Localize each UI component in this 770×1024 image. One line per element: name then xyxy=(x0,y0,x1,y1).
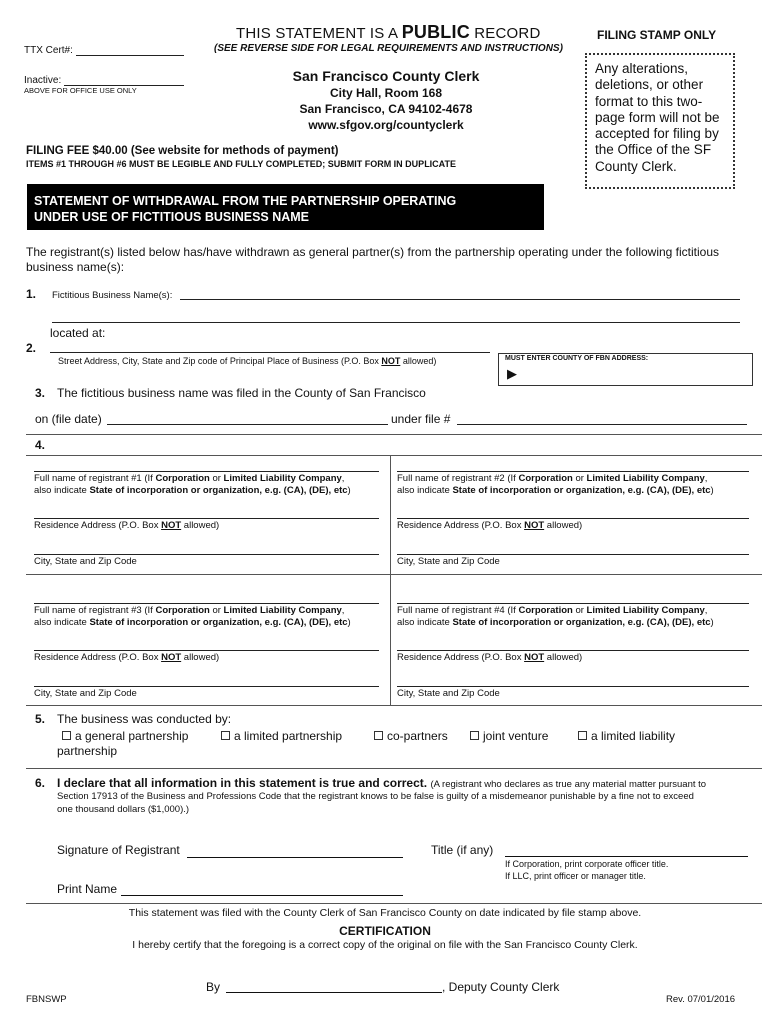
checkbox-icon[interactable] xyxy=(470,731,479,740)
banner-line-2: UNDER USE OF FICTITIOUS BUSINESS NAME xyxy=(34,210,310,224)
ttx-cert-field[interactable] xyxy=(76,42,184,56)
page-title: THIS STATEMENT IS A PUBLIC RECORD xyxy=(236,22,541,42)
public-word: PUBLIC xyxy=(401,22,470,42)
business-address-label: Street Address, City, State and Zip code of Principal Place of Business (P.O. Box NOT allowed) xyxy=(58,356,437,366)
intro-text: The registrant(s) listed below has/have withdrawn as general partner(s) from the partnership operating under the following fictitious business name(s): xyxy=(26,245,720,274)
registrant-1-city-label: City, State and Zip Code xyxy=(34,556,137,567)
checkbox-icon[interactable] xyxy=(374,731,383,740)
inactive-label: Inactive: xyxy=(24,75,62,86)
item-1-label: Fictitious Business Name(s): xyxy=(52,290,173,301)
form-code: FBNSWP xyxy=(26,994,67,1005)
business-name-field-2[interactable] xyxy=(52,310,740,323)
by-label: By xyxy=(206,980,221,994)
option-wrap-partnership: partnership xyxy=(57,744,118,758)
deputy-clerk-label: , Deputy County Clerk xyxy=(442,980,560,994)
option-co-partners[interactable]: co-partners xyxy=(374,729,448,743)
title-field[interactable] xyxy=(505,842,748,857)
revision-date: Rev. 07/01/2016 xyxy=(666,994,736,1005)
declaration-paren-3: one thousand dollars ($1,000).) xyxy=(57,804,190,815)
registrant-2-name-label: Full name of registrant #2 (If Corporation or Limited Liability Company, also indicate State of incorporation or organization, e.g. (CA), (DE), etc) xyxy=(397,473,714,496)
business-name-field[interactable] xyxy=(180,287,740,300)
registrant-4-address-label: Residence Address (P.O. Box NOT allowed) xyxy=(397,652,583,663)
item-5-number: 5. xyxy=(35,712,46,726)
file-number-label: under file # xyxy=(391,412,451,426)
item-6-number: 6. xyxy=(35,776,46,790)
section-4-bottom-rule xyxy=(26,705,762,706)
registrant-1-city-field[interactable] xyxy=(34,543,379,555)
file-date-label: on (file date) xyxy=(35,412,102,426)
form-title-banner xyxy=(27,184,544,230)
registrant-1-name-field[interactable] xyxy=(34,460,379,472)
registrant-3-name-field[interactable] xyxy=(34,592,379,604)
item-3-text: The fictitious business name was filed in the County of San Francisco xyxy=(57,386,426,400)
registrant-2-city-field[interactable] xyxy=(397,543,749,555)
signature-field[interactable] xyxy=(187,843,403,858)
checkbox-icon[interactable] xyxy=(221,731,230,740)
checkbox-icon[interactable] xyxy=(578,731,587,740)
print-name-label: Print Name xyxy=(57,882,118,896)
registrant-4-name-field[interactable] xyxy=(397,592,749,604)
item-5-text: The business was conducted by: xyxy=(57,712,232,726)
filing-fee: FILING FEE $40.00 (See website for methods of payment) xyxy=(26,145,339,157)
registrant-3-address-field[interactable] xyxy=(34,639,379,651)
registrant-2-address-field[interactable] xyxy=(397,507,749,519)
registrant-4-city-label: City, State and Zip Code xyxy=(397,688,500,699)
registrant-2-name-field[interactable] xyxy=(397,460,749,472)
registrant-4-name-label: Full name of registrant #4 (If Corporation or Limited Liability Company, also indicate State of incorporation or organization, e.g. (CA), (DE), etc) xyxy=(397,605,714,628)
clerk-addr2: San Francisco, CA 94102-4678 xyxy=(299,102,473,116)
item-1-number: 1. xyxy=(26,287,37,301)
print-name-field[interactable] xyxy=(121,881,403,896)
located-at-label: located at: xyxy=(50,326,106,340)
declaration-paren-1: (A registrant who declares as true any material matter pursuant to xyxy=(430,779,707,790)
title-label: Title (if any) xyxy=(431,843,494,857)
certification-text: I hereby certify that the foregoing is a correct copy of the original on file with the San Francisco County Clerk. xyxy=(132,939,638,951)
registrant-2-city-label: City, State and Zip Code xyxy=(397,556,500,567)
signature-label: Signature of Registrant xyxy=(57,843,180,857)
clerk-web: www.sfgov.org/countyclerk xyxy=(308,118,464,132)
option-general-partnership[interactable]: a general partnership xyxy=(62,729,188,743)
registrant-2-address-label: Residence Address (P.O. Box NOT allowed) xyxy=(397,520,583,531)
registrant-3-city-field[interactable] xyxy=(34,675,379,687)
section-5-rule xyxy=(26,768,762,769)
file-date-field[interactable] xyxy=(107,411,388,425)
option-limited-partnership[interactable]: a limited partnership xyxy=(221,729,342,743)
registrant-4-address-field[interactable] xyxy=(397,639,749,651)
clerk-address xyxy=(230,68,542,133)
county-label: MUST ENTER COUNTY OF FBN ADDRESS: xyxy=(505,355,649,362)
page-subtitle: (SEE REVERSE SIDE FOR LEGAL REQUIREMENTS AND INSTRUCTIONS) xyxy=(214,43,563,54)
checkbox-icon[interactable] xyxy=(62,731,71,740)
file-number-field[interactable] xyxy=(457,411,747,425)
registrant-3-address-label: Residence Address (P.O. Box NOT allowed) xyxy=(34,652,220,663)
clerk-name: San Francisco County Clerk xyxy=(292,68,480,84)
section-4-center-divider xyxy=(390,455,391,705)
deputy-clerk-signature-field[interactable] xyxy=(226,978,442,993)
declaration-bold: I declare that all information in this statement is true and correct. xyxy=(57,776,428,790)
registrant-3-city-label: City, State and Zip Code xyxy=(34,688,137,699)
office-use-note: ABOVE FOR OFFICE USE ONLY xyxy=(24,86,137,95)
item-2-number: 2. xyxy=(26,341,37,355)
corp-title-note: If Corporation, print corporate officer title. xyxy=(505,859,669,869)
section-4-rule-2 xyxy=(26,455,762,456)
arrow-icon: ▶ xyxy=(507,366,517,381)
banner-line-1: STATEMENT OF WITHDRAWAL FROM THE PARTNERSHIP OPERATING xyxy=(34,194,457,208)
ttx-cert-label: TTX Cert#: xyxy=(24,45,73,56)
option-joint-venture[interactable]: joint venture xyxy=(470,729,548,743)
signature-bottom-rule xyxy=(26,903,762,904)
registrant-1-address-label: Residence Address (P.O. Box NOT allowed) xyxy=(34,520,220,531)
certification-title: CERTIFICATION xyxy=(339,924,431,938)
filed-statement: This statement was filed with the County Clerk of San Francisco County on date indicated by file stamp above. xyxy=(128,907,642,919)
registrant-4-city-field[interactable] xyxy=(397,675,749,687)
registrant-3-name-label: Full name of registrant #3 (If Corporation or Limited Liability Company, also indicate State of incorporation or organization, e.g. (CA), (DE), etc) xyxy=(34,605,351,628)
legibility-note: ITEMS #1 THROUGH #6 MUST BE LEGIBLE AND FULLY COMPLETED; SUBMIT FORM IN DUPLICATE xyxy=(26,159,457,169)
declaration-paren-2: Section 17913 of the Business and Professions Code that the registrant knows to be false is guilty of a misdemeanor punishable by a fine not to exceed xyxy=(57,791,694,802)
item-3-number: 3. xyxy=(35,386,46,400)
option-limited-liability[interactable]: a limited liability xyxy=(578,729,675,743)
item-4-number: 4. xyxy=(35,438,46,452)
inactive-field[interactable] xyxy=(64,72,184,86)
registrant-1-address-field[interactable] xyxy=(34,507,379,519)
section-4-middle-rule xyxy=(26,574,762,575)
llc-title-note: If LLC, print officer or manager title. xyxy=(505,871,646,881)
declaration xyxy=(57,776,757,792)
section-4-top-rule xyxy=(26,434,762,435)
business-address-field[interactable] xyxy=(50,340,490,353)
filing-stamp-label: FILING STAMP ONLY xyxy=(597,28,717,42)
stamp-box-text: Any alterations, deletions, or other format to this two-page form will not be accepted for filing by the Office of the SF County Clerk. xyxy=(595,61,720,174)
registrant-1-name-label: Full name of registrant #1 (If Corporation or Limited Liability Company, also indicate State of incorporation or organization, e.g. (CA), (DE), etc) xyxy=(34,473,351,496)
clerk-addr1: City Hall, Room 168 xyxy=(329,86,443,100)
